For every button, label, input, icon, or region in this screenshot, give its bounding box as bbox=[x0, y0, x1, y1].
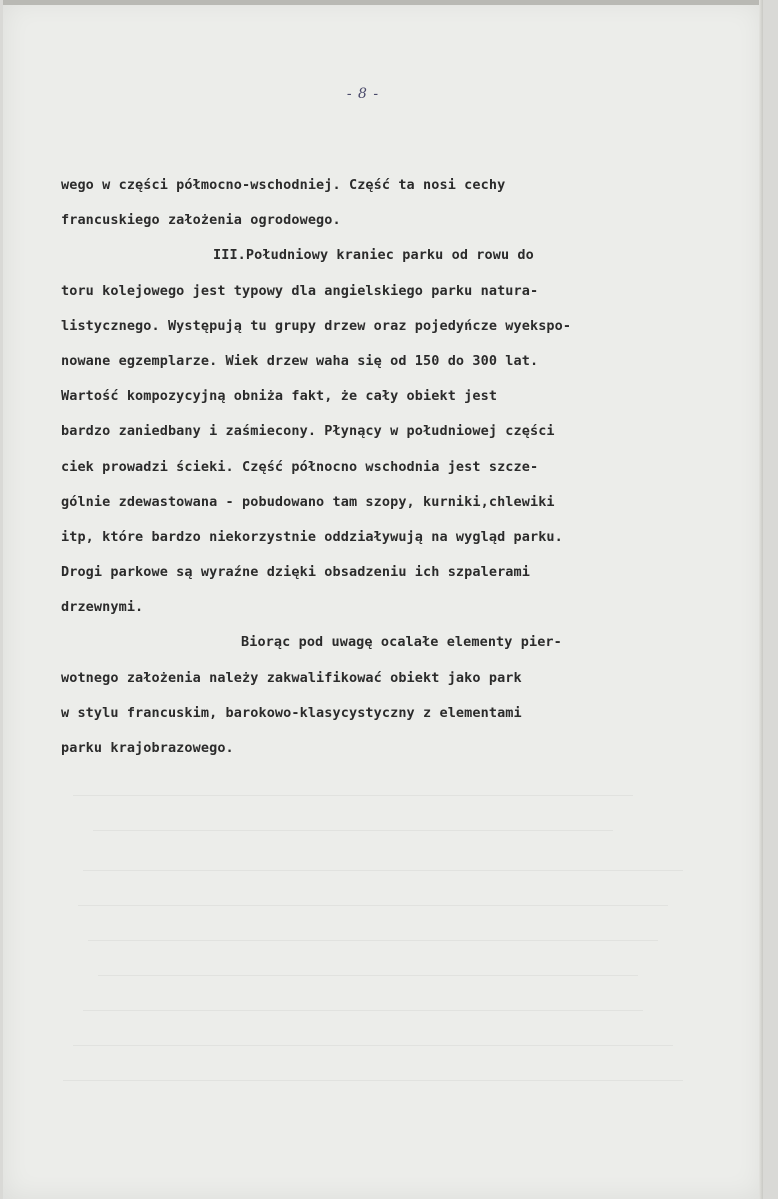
text-line: Wartość kompozycyjną obniża fakt, że cały obiekt jest bbox=[61, 388, 498, 405]
document-page bbox=[3, 0, 763, 1199]
text-line: nowane egzemplarze. Wiek drzew waha się od 150 do 300 lat. bbox=[61, 352, 539, 369]
bleed-through-line bbox=[98, 975, 638, 976]
text-line: francuskiego założenia ogrodowego. bbox=[61, 212, 341, 229]
bleed-through-line bbox=[88, 940, 658, 941]
text-line: listycznego. Występują tu grupy drzew oraz pojedyńcze wyekspo- bbox=[61, 317, 572, 334]
text-line: drzewnymi. bbox=[61, 599, 144, 616]
text-line: bardzo zaniedbany i zaśmiecony. Płynący w południowej części bbox=[61, 423, 555, 440]
text-line: toru kolejowego jest typowy dla angielskiego parku natura- bbox=[61, 282, 539, 299]
text-line: gólnie zdewastowana - pobudowano tam szopy, kurniki,chlewiki bbox=[61, 493, 555, 510]
section-heading-line: III.Południowy kraniec parku od rowu do bbox=[213, 247, 534, 264]
text-line: w stylu francuskim, barokowo-klasycystyczny z elementami bbox=[61, 704, 522, 721]
bleed-through-line bbox=[73, 795, 633, 796]
page-number: - 8 - bbox=[346, 86, 380, 102]
bleed-through-line bbox=[83, 1010, 643, 1011]
text-line: wego w części półmocno-wschodniej. Część ta nosi cechy bbox=[61, 177, 506, 193]
text-line: itp, które bardzo niekorzystnie oddziaływują na wygląd parku. bbox=[61, 528, 563, 545]
text-line: wotnego założenia należy zakwalifikować obiekt jako park bbox=[61, 669, 522, 686]
text-line: Drogi parkowe są wyraźne dzięki obsadzeniu ich szpalerami bbox=[61, 564, 530, 581]
text-line: parku krajobrazowego. bbox=[61, 740, 234, 756]
bleed-through-line bbox=[63, 1080, 683, 1081]
text-line: ciek prowadzi ścieki. Część północno wschodnia jest szcze- bbox=[61, 458, 539, 475]
bleed-through-line bbox=[73, 1045, 673, 1046]
paragraph-start-line: Biorąc pod uwagę ocalałe elementy pier- bbox=[241, 634, 562, 651]
bleed-through-line bbox=[93, 830, 613, 831]
scan-right-edge bbox=[759, 0, 763, 1199]
bleed-through-line bbox=[78, 905, 668, 906]
scan-top-border bbox=[3, 0, 763, 5]
body-text bbox=[61, 168, 721, 766]
bleed-through-line bbox=[83, 870, 683, 871]
